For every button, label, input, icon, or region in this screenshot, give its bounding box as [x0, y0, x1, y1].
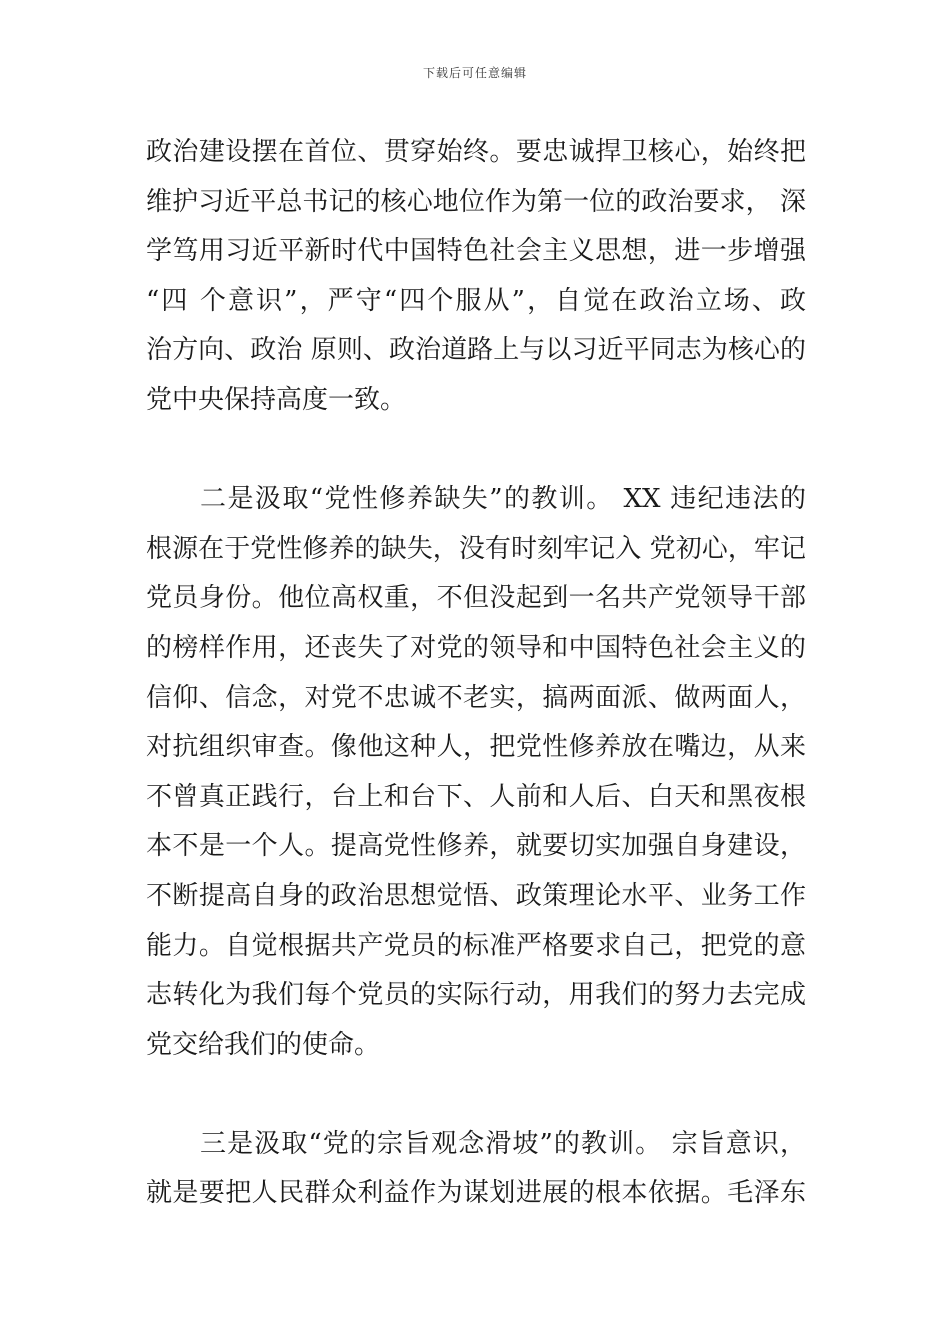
text-line: 本不是一个人。提高党性修养，就要切实加强自身建设， — [146, 831, 806, 862]
text-line: “四 个意识”，严守“四个服从”，自觉在政治立场、政 — [146, 285, 806, 316]
text-line: 志转化为我们每个党员的实际行动，用我们的努力去完成 — [146, 980, 806, 1011]
text-line: 的榜样作用，还丧失了对党的领导和中国特色社会主义的 — [146, 632, 806, 663]
text-line: 能力。自觉根据共产党员的标准严格要求自己，把党的意 — [146, 930, 806, 961]
paragraph-3 — [146, 1120, 806, 1219]
paragraph-spacer — [146, 1070, 806, 1120]
text-line: 维护习近平总书记的核心地位作为第一位的政治要求， 深 — [146, 186, 806, 217]
text-line: 对抗组织审查。像他这种人，把党性修养放在嘴边，从来 — [146, 732, 806, 763]
text-line: 就是要把人民群众利益作为谋划进展的根本依据。毛泽东 — [146, 1178, 806, 1209]
paragraph-1 — [146, 128, 806, 426]
text-line: 信仰、信念，对党不忠诚不老实，搞两面派、做两面人， — [146, 682, 806, 713]
paragraph-spacer — [146, 426, 806, 476]
text-line: 党交给我们的使命。 — [146, 1029, 381, 1060]
text-line: 根源在于党性修养的缺失，没有时刻牢记入 党初心，牢记 — [146, 533, 806, 564]
text-line: 治方向、政治 原则、政治道路上与以习近平同志为核心的 — [146, 335, 806, 366]
page-header: 下载后可任意编辑 — [422, 66, 527, 80]
text-line: 不曾真正践行，台上和台下、人前和人后、白天和黑夜根 — [146, 781, 806, 812]
document-body — [146, 128, 806, 1219]
text-line: 党员身份。他位高权重，不但没起到一名共产党领导干部 — [146, 583, 806, 614]
text-line: 三是汲取“党的宗旨观念滑坡”的教训。 宗旨意识， — [200, 1128, 806, 1159]
text-line: 党中央保持高度一致。 — [146, 384, 407, 415]
text-line: 政治建设摆在首位、贯穿始终。要忠诚捍卫核心，始终把 — [146, 137, 806, 167]
text-line: 二是汲取“党性修养缺失”的教训。 XX 违纪违法的 — [200, 484, 806, 515]
paragraph-2 — [146, 475, 806, 1070]
text-line: 不断提高自身的政治思想觉悟、政策理论水平、业务工作 — [146, 880, 806, 911]
text-line: 学笃用习近平新时代中国特色社会主义思想，进一步增强 — [146, 236, 806, 267]
